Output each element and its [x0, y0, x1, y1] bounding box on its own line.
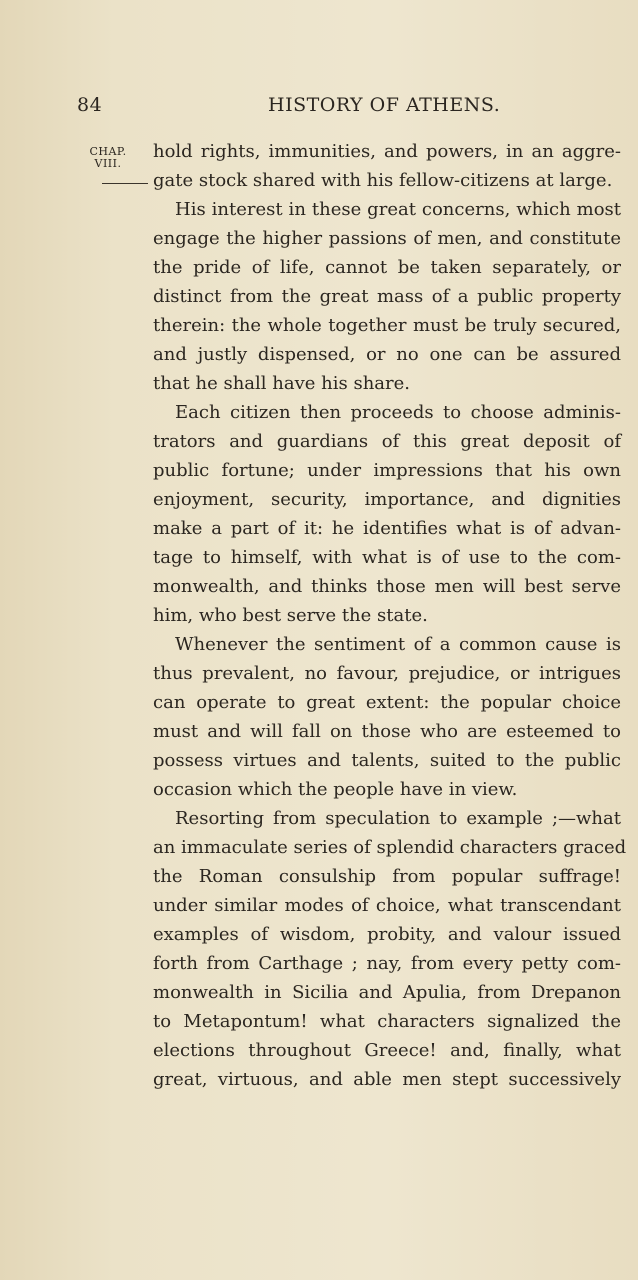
text-line: trators and guardians of this great deposit of: [153, 431, 621, 452]
text-line: must and will fall on those who are esteemed to: [153, 721, 621, 742]
chapter-margin-note: [88, 146, 128, 170]
text-line: enjoyment, security, importance, and dignities: [153, 489, 621, 510]
running-head: [0, 94, 638, 120]
text-line: forth from Carthage ; nay, from every petty com-: [153, 953, 621, 974]
text-line: possess virtues and talents, suited to the public: [153, 750, 621, 771]
text-line: can operate to great extent: the popular choice: [153, 692, 621, 713]
text-line: that he shall have his share.: [153, 373, 410, 394]
text-line: examples of wisdom, probity, and valour issued: [153, 924, 621, 945]
text-line: the Roman consulship from popular suffrage!: [153, 866, 621, 887]
text-line: Whenever the sentiment of a common cause is: [175, 634, 621, 655]
text-line: under similar modes of choice, what transcendant: [153, 895, 621, 916]
text-line: monwealth, and thinks those men will best serve: [153, 576, 621, 597]
chapter-label: CHAP.: [89, 145, 127, 158]
body-text: [153, 137, 627, 1094]
text-line: engage the higher passions of men, and constitute: [153, 228, 621, 249]
margin-rule: [102, 183, 148, 184]
text-line: Resorting from speculation to example ;—what: [175, 808, 621, 829]
text-line: distinct from the great mass of a public property: [153, 286, 621, 307]
text-line: gate stock shared with his fellow-citizens at large.: [153, 170, 613, 191]
text-line: public fortune; under impressions that his own: [153, 460, 621, 481]
text-line: an immaculate series of splendid characters graced: [153, 837, 627, 858]
text-line: elections throughout Greece! and, finally, what: [153, 1040, 621, 1061]
text-line: to Metapontum! what characters signalized the: [153, 1011, 621, 1032]
text-line: Each citizen then proceeds to choose adminis-: [175, 402, 621, 423]
chapter-number: VIII.: [94, 157, 122, 170]
text-line: therein: the whole together must be truly secured,: [153, 315, 621, 336]
text-line: thus prevalent, no favour, prejudice, or intrigues: [153, 663, 621, 684]
text-line: the pride of life, cannot be taken separately, or: [153, 257, 621, 278]
page-number: 84: [77, 94, 103, 116]
text-line: hold rights, immunities, and powers, in an aggre-: [153, 141, 621, 162]
text-line: and justly dispensed, or no one can be assured: [153, 344, 621, 365]
text-line: make a part of it: he identifies what is of advan-: [153, 518, 621, 539]
text-line: great, virtuous, and able men stept successively: [153, 1069, 621, 1090]
text-line: His interest in these great concerns, which most: [175, 199, 621, 220]
text-line: monwealth in Sicilia and Apulia, from Drepanon: [153, 982, 621, 1003]
text-line: occasion which the people have in view.: [153, 779, 518, 800]
text-line: him, who best serve the state.: [153, 605, 428, 626]
text-line: tage to himself, with what is of use to the com-: [153, 547, 621, 568]
running-title: HISTORY OF ATHENS.: [268, 94, 501, 116]
